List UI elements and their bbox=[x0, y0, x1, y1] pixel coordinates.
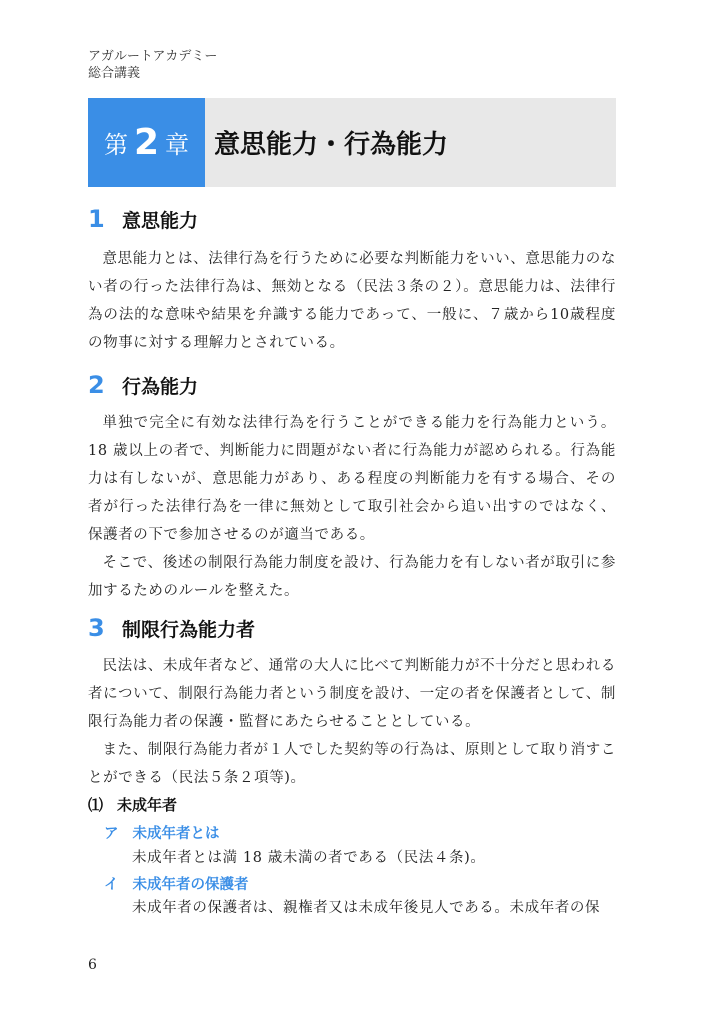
item-mark: ア bbox=[104, 826, 119, 842]
paragraph: 単独で完全に有効な法律行為を行うことができる能力を行為能力という。18 歳以上の者で、判断能力に問題がない者に行為能力が認められる。行為能力は有しないが、意思能力があり、ある程度の判断能力を有する場合、その者が行った法律行為を一律に無効として取引社会から追い出すのではなく、保護者の下で参加させるのが適当である。 bbox=[88, 415, 616, 543]
item-title: 未成年者の保護者 bbox=[132, 877, 249, 893]
chapter-number: 2 bbox=[133, 122, 160, 163]
paragraph: 民法は、未成年者など、通常の大人に比べて判断能力が不十分だと思われる者について、制限行為能力者という制度を設け、一定の者を保護者として、制限行為能力者の保護・監督にあたらせることとしている。 bbox=[88, 658, 616, 730]
item-text-b: 未成年者の保護者は、親権者又は未成年後見人である。未成年者の保 bbox=[132, 900, 601, 916]
section-title: 意思能力 bbox=[122, 209, 199, 232]
paragraph: そこで、後述の制限行為能力制度を設け、行為能力を有しない者が取引に参加するためのルールを整えた。 bbox=[88, 555, 616, 599]
header-course: 総合講義 bbox=[88, 66, 141, 81]
section-2 bbox=[88, 369, 616, 605]
subsection-label: ⑴ bbox=[88, 796, 104, 814]
paragraph: 意思能力とは、法律行為を行うために必要な判断能力をいい、意思能力のない者の行った法律行為は、無効となる（民法３条の２）。意思能力は、法律行為の法的な意味や結果を弁識する能力であって、一般に、７歳から10歳程度の物事に対する理解力とされている。 bbox=[88, 251, 616, 351]
subsection-heading bbox=[88, 794, 177, 815]
item-title: 未成年者とは bbox=[132, 826, 220, 842]
section-heading bbox=[88, 369, 616, 401]
section-3 bbox=[88, 612, 616, 792]
section-number: 2 bbox=[88, 371, 105, 399]
chapter-number-box bbox=[88, 98, 205, 187]
header-academy: アガルートアカデミー bbox=[88, 49, 218, 64]
chapter-prefix: 第 bbox=[103, 131, 128, 159]
page-number: 6 bbox=[88, 957, 97, 973]
chapter-title: 意思能力・行為能力 bbox=[214, 130, 449, 160]
section-heading bbox=[88, 612, 616, 644]
item-mark: イ bbox=[104, 877, 119, 893]
paragraph: また、制限行為能力者が１人でした契約等の行為は、原則として取り消すことができる（民法５条２項等)。 bbox=[88, 742, 616, 786]
item-heading-b bbox=[104, 873, 249, 894]
section-heading bbox=[88, 203, 616, 235]
section-number: 1 bbox=[88, 205, 105, 233]
item-text-a: 未成年者とは満 18 歳未満の者である（民法４条)。 bbox=[132, 850, 486, 866]
section-title: 行為能力 bbox=[122, 375, 199, 398]
section-number: 3 bbox=[88, 614, 105, 642]
item-heading-a bbox=[104, 822, 220, 843]
section-title: 制限行為能力者 bbox=[122, 618, 256, 641]
running-header bbox=[88, 48, 217, 82]
chapter-suffix: 章 bbox=[165, 131, 190, 159]
subsection-title: 未成年者 bbox=[117, 796, 178, 814]
chapter-banner bbox=[88, 98, 616, 187]
section-1 bbox=[88, 203, 616, 357]
